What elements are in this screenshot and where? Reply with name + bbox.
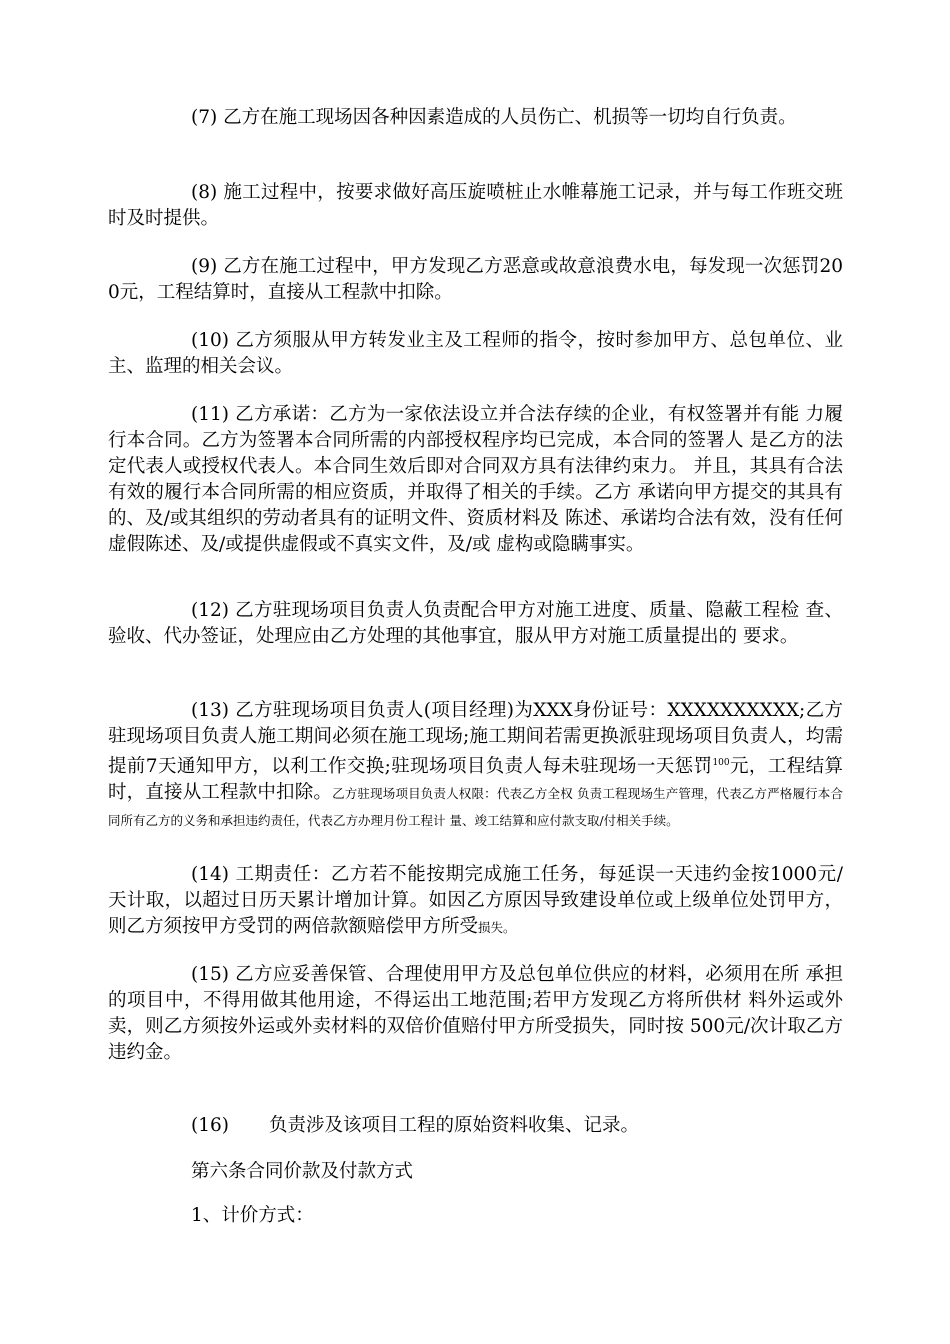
clause-11: (11) 乙方承诺：乙方为一家依法设立并合法存续的企业，有权签署并有能 力履行本合同。乙方为签署本合同所需的内部授权程序均已完成，本合同的签署人 是乙方的法定代表人或授权代表人。本合同生效后即对合同双方具有法律约束力。 并且，其具有合法有效的履行本合同所需的相应资质，并取得了相关的手续。乙方 承诺向甲方提交的其具有的、及/或其组织的劳动者具有的证明文件、资质材料及 陈述、承诺均合法有效，没有任何虚假陈述、及/或提供虚假或不真实文件，及/或 虚构或隐瞒事实。 (108, 404, 843, 555)
clause-13 (108, 698, 843, 834)
clause-14-tail: 损失。 (478, 920, 516, 935)
manager-authority-note: 乙方驻现场项目负责人权限：代表乙方全权 负责工程现场生产管理，代表乙方严格履行本合同所有乙方的义务和承担违约责任，代表乙方办理月份工程计 量、竣工结算和应付款支取/付相关手续。 (108, 786, 843, 828)
clause-15: (15) 乙方应妥善保管、合理使用甲方及总包单位供应的材料，必须用在所 承担的项目中，不得用做其他用途，不得运出工地范围;若甲方发现乙方将所供材 料外运或外卖，则乙方须按外运或外卖材料的双倍价值赔付甲方所受损失，同时按 500元/次计取乙方违约金。 (108, 964, 843, 1063)
pricing-method-item: 1、计价方式： (191, 1205, 314, 1226)
clause-14-text: (14) 工期责任：乙方若不能按期完成施工任务，每延误一天违约金按1000元/天计取，以超过日历天累计增加计算。如因乙方原因导致建设单位或上级单位处罚甲方，则乙方须按甲方受罚的两倍款额赔偿甲方所受 (108, 864, 843, 937)
clause-16-number: (16) (191, 1115, 229, 1136)
clause-16 (108, 1113, 843, 1139)
clause-9: (9) 乙方在施工过程中，甲方发现乙方恶意或故意浪费水电，每发现一次惩罚200元，工程结算时，直接从工程款中扣除。 (108, 256, 843, 303)
article-6-heading: 第六条合同价款及付款方式 (191, 1161, 414, 1182)
clause-12: (12) 乙方驻现场项目负责人负责配合甲方对施工进度、质量、隐蔽工程检 查、验收、代办签证，处理应由乙方处理的其他事宜，服从甲方对施工质量提出的 要求。 (108, 600, 843, 647)
clause-13-text: (13) 乙方驻现场项目负责人(项目经理)为XXX身份证号：XXXXXXXXXX;乙方驻现场项目负责人施工期间必须在施工现场;施工期间若需更换派驻现场项目负责人，均需提前7天通知甲方，以利工作交换;驻现场项目负责人每未驻现场一天惩罚 (108, 700, 843, 777)
penalty-amount: 100 (712, 758, 730, 768)
clause-8: (8) 施工过程中，按要求做好高压旋喷桩止水帷幕施工记录，并与每工作班交班时及时提供。 (108, 182, 843, 229)
clause-16-text: 负责涉及该项目工程的原始资料收集、记录。 (268, 1115, 639, 1136)
clause-10: (10) 乙方须服从甲方转发业主及工程师的指令，按时参加甲方、总包单位、业主、监理的相关会议。 (108, 330, 843, 377)
clause-14 (108, 862, 843, 941)
clause-13-tail: 元，工程结算时，直接从工程款中扣除。 (108, 756, 843, 803)
clause-7: (7) 乙方在施工现场因各种因素造成的人员伤亡、机损等一切均自行负责。 (191, 107, 797, 128)
